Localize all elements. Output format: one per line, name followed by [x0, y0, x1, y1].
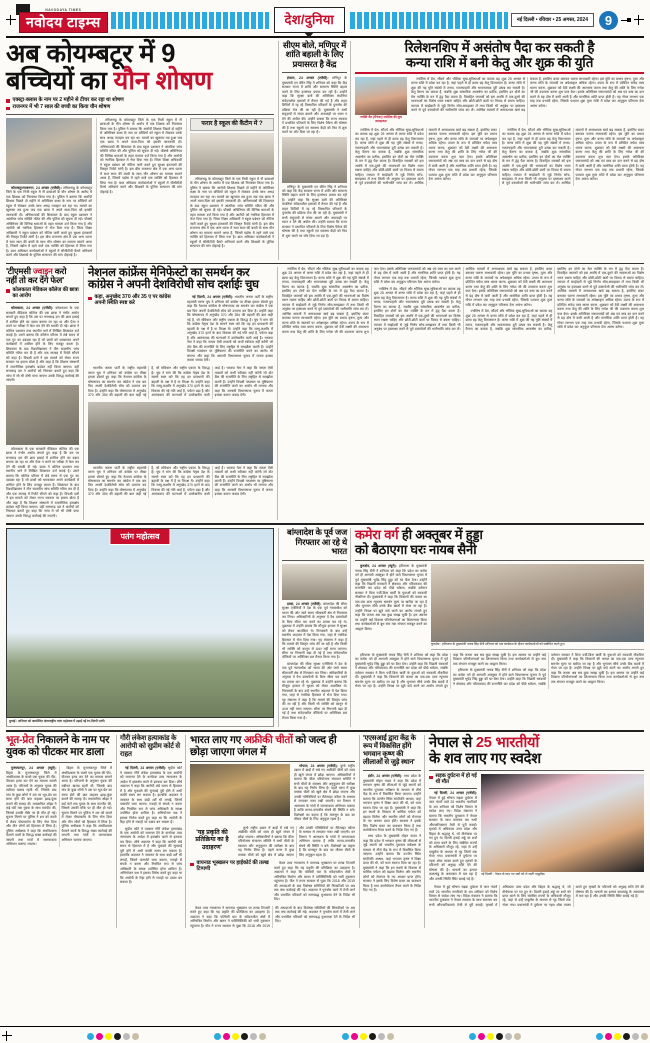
ghost-story — [6, 735, 112, 928]
cmyk-dot — [596, 1033, 603, 1040]
bullet-square-icon — [429, 776, 433, 780]
lead-body-text-3: तमिलनाडु के कोयम्बटूर जिले के एक निजी स्कूल में नौ छात्राओं के यौन शोषण के आरोप में एक शिक्षक को गिरफ्तार किया गया है। पुलिस ने बताया कि आरोपी शिक्षक पिछले दो महीने से अतिरिक्त कक्षा के नाम पर बच्चियों को स्कूल में रोककर उनके साथ अभद्र व्यवहार कर रहा था। मामले का खुलासा तब हुआ जब एक छात्रा ने अपने माता-पिता को इसकी जानकारी दी। अभिभावकों की शिकायत के बाद स्कूल प्रशासन ने आंतरिक जांच समिति गठित की और पुलिस को सूचना दी गई। पॉक्सो अधिनियम की विभिन्न धाराओं के तहत मामला दर्ज किया गया है और आरोपी को न्यायिक हिरासत में भेज दिया गया है। जिला शिक्षा अधिकारी ने स्कूल प्रबंधन को नोटिस जारी करते हुए सुरक्षा इंतजामों की विस्तृत रिपोर्ट मांगी है। इस बीच राजनगर क्षेत्र में एक अन्य घटना में सात साल की बच्ची के साथ यौन शोषण का मामला सामने आया है, जिसमें पड़ोस में रहने वाले एक व्यक्ति को हिरासत में लिया गया है। बाल अधिकार कार्यकर्ताओं ने स्कूलों में सीसीटीवी कैमरे अनिवार्य करने और शिक्षकों के पुलिस सत्यापन की मांग दोहराई है। — [190, 176, 274, 249]
nepal-body-text-2: नेपाल में हुई भीषण सड़क दुर्घटना में जान गंवाने वाले 25 भारतीय नागरिकों के शव शनिवार को विशेष विमान से स्वदेश लाए गए। विदेश मंत्रालय ने बताया कि भारतीय दूतावास ने नेपाल सरकार के साथ समन्वय कर सभी औपचारिकताएं तेजी से पूरी कराईं। मृतकों में अधिकतर उत्तर प्रदेश और बिहार के श्रद्धालु थे, जो तीर्थयात्रा पर गए हुए थे। दिल्ली हवाई अड्डे पर शवों को प्राप्त करने के लिए संबंधित राज्यों के अधिकारी मौजूद रहे, जहां से उन्हें एम्बुलेंस के माध्यम से गृह जिलों तक भेजा गया। प्रधानमंत्री ने दुर्घटना पर गहरा शोक व्यक्त करते हुए मृतकों के परिजनों को अनुग्रह राशि देने की घोषणा की है। घायलों का इलाज काठमांडू के अस्पताल में चल रहा है और उनकी स्थिति स्थिर बताई गई है। — [429, 885, 644, 907]
nepal-bullet-text: सड़क दुर्घटना में हो गई थी मौत — [435, 773, 477, 786]
cmyk-dot — [487, 1033, 494, 1040]
cheetah-body-col — [294, 764, 355, 824]
cmyk-dot — [351, 1033, 358, 1040]
lead-inset-photo — [190, 133, 274, 175]
tmc-body-text-2: कोलकाता के एक सरकारी मेडिकल कॉलेज की एक छात्रा ने गंभीर आरोप लगाते हुए कहा है कि उस पर सत्तारूढ़ दल की छात्र इकाई में शामिल होने का दबाव बनाया जा रहा था और ऐसा न करने पर परीक्षा में फेल कर देने की धमकी दी गई। छात्रा ने कॉलेज प्रशासन तथा स्थानीय थाने में लिखित शिकायत दर्ज कराई है। उसने बताया कि कॉलेज परिसर में लंबे समय से एक गुट का दबदबा रहा है जो छात्रों को धमकाकर अपने कार्यक्रमों में शामिल होने के लिए मजबूर करता है। शिकायत के बाद विश्वविद्यालय ने तीन सदस्यीय जांच समिति गठित कर दी है और एक सप्ताह में रिपोर्ट सौंपने को कहा है। विपक्षी दलों ने इस मामले को लेकर राज्य सरकार पर हमला बोला है और कहा है कि शिक्षण संस्थानों में राजनीतिक हस्तक्षेप बर्दाश्त नहीं किया जाएगा। वहीं सत्तारूढ़ दल ने आरोपों को निराधार बताते हुए कहा कि जांच में जो भी दोषी पाया जाएगा उसके विरुद्ध कार्रवाई की जाएगी। — [6, 446, 79, 518]
lead-body-text: तमिलनाडु के कोयम्बटूर जिले के एक निजी स्कूल में नौ छात्राओं के यौन शोषण के आरोप में एक शिक्षक को गिरफ्तार किया गया है। पुलिस ने बताया कि आरोपी शिक्षक पिछले दो महीने से अतिरिक्त कक्षा के नाम पर बच्चियों को स्कूल में रोककर उनके साथ अभद्र व्यवहार कर रहा था। मामले का खुलासा तब हुआ जब एक छात्रा ने अपने माता-पिता को इसकी जानकारी दी। अभिभावकों की शिकायत के बाद स्कूल प्रशासन ने आंतरिक जांच समिति गठित की और पुलिस को सूचना दी गई। पॉक्सो अधिनियम की विभिन्न धाराओं के तहत मामला दर्ज किया गया है और आरोपी को न्यायिक हिरासत में भेज दिया गया है। जिला शिक्षा अधिकारी ने स्कूल प्रबंधन को नोटिस जारी करते हुए सुरक्षा इंतजामों की विस्तृत रिपोर्ट मांगी है। इस बीच राजनगर क्षेत्र में एक अन्य घटना में सात साल की बच्ची के साथ यौन शोषण का मामला सामने आया है, जिसमें पड़ोस में रहने वाले एक व्यक्ति को हिरासत में लिया गया है। बाल अधिकार कार्यकर्ताओं ने स्कूलों में सीसीटीवी कैमरे अनिवार्य करने और शिक्षकों के पुलिस सत्यापन की मांग दोहराई है। — [6, 185, 93, 258]
tmc-body — [6, 306, 79, 382]
manipur-dateline: इंफाल, 24 अगस्त (एजेंसी): — [287, 76, 329, 81]
cheetah-body-cont — [238, 826, 355, 858]
haryana-body-text: हरियाणा के मुख्यमंत्री नायब सिंह सैनी ने शनिवार को कहा कि प्रदेश का कमेरा वर्ग ही आगामी अक्तूबर में होने वाले विधानसभा चुनाव में पूर्व मुख्यमंत्री भूपेंद्र सिंह हुड्डा को घर बैठा देगा। उन्होंने कहा कि पिछली सरकारों ने क्षेत्रवाद और परिवारवाद की राजनीति कर प्रदेश को पीछे धकेला, जबकि वर्तमान सरकार ने बिना पर्ची-बिना खर्ची के युवाओं को सरकारी नौकरियां दीं। मुख्यमंत्री ने कहा कि किसानों की फसल का एक-एक दाना न्यूनतम समर्थन मूल्य पर खरीदा जा रहा है और भुगतान सीधे उनके बैंक खातों में भेजा जा रहा है। उन्होंने विपक्ष पर झूठे वादे करने का आरोप लगाते हुए कहा कि जनता अब सब कुछ समझ चुकी है। इस अवसर पर उन्होंने कई विकास परियोजनाओं का शिलान्यास किया तथा कार्यकर्ताओं से बूथ स्तर तक संगठन मजबूत करने का आह्वान किया। — [355, 564, 427, 631]
bangladesh-body-text: बांग्लादेश की सीमा सुरक्षा एजेंसियों ने देश के एक पूर्व न्यायाधीश को भारत की ओर जाते समय सीमावर्ती क्षेत्र से गिरफ्तार कर लिया। अधिकारियों के अनुसार वे वैध दस्तावेजों के बिना सीमा पार करने का प्रयास कर रहे थे। पूछताछ में उन्होंने बताया कि मौजूदा हालात में सुरक्षा को लेकर आशंकित थे। गिरफ्तारी के बाद उन्हें स्थानीय अदालत में पेश किया गया, जहां से न्यायिक हिरासत में भेज दिया गया। गृह मंत्रालय ने कहा है कि मामले की विस्तृत जांच की जा रही है और किसी भी व्यक्ति को कानून से ऊपर नहीं माना जाएगा। सीमा पर निगरानी बढ़ा दी गई है तथा संवेदनशील चौकियों पर अतिरिक्त बल तैनात किया गया है। — [282, 601, 347, 660]
decorative-bars-left — [111, 12, 269, 29]
manipur-story — [278, 41, 351, 260]
mid-section-rule — [6, 263, 644, 264]
ghost-headline — [6, 735, 112, 759]
bangladesh-photo — [282, 564, 347, 600]
ghost-body — [6, 766, 112, 847]
nepal-headline-line1 — [429, 735, 644, 751]
lead-body-text-2: तमिलनाडु के कोयम्बटूर जिले के एक निजी स्कूल में नौ छात्राओं के यौन शोषण के आरोप में एक शिक्षक को गिरफ्तार किया गया है। पुलिस ने बताया कि आरोपी शिक्षक पिछले दो महीने से अतिरिक्त कक्षा के नाम पर बच्चियों को स्कूल में रोककर उनके साथ अभद्र व्यवहार कर रहा था। मामले का खुलासा तब हुआ जब एक छात्रा ने अपने माता-पिता को इसकी जानकारी दी। अभिभावकों की शिकायत के बाद स्कूल प्रशासन ने आंतरिक जांच समिति गठित की और पुलिस को सूचना दी गई। पॉक्सो अधिनियम की विभिन्न धाराओं के तहत मामला दर्ज किया गया है और आरोपी को न्यायिक हिरासत में भेज दिया गया है। जिला शिक्षा अधिकारी ने स्कूल प्रबंधन को नोटिस जारी करते हुए सुरक्षा इंतजामों की विस्तृत रिपोर्ट मांगी है। इस बीच राजनगर क्षेत्र में एक अन्य घटना में सात साल की बच्ची के साथ यौन शोषण का मामला सामने आया है, जिसमें पड़ोस में रहने वाले एक व्यक्ति को हिरासत में लिया गया है। बाल अधिकार कार्यकर्ताओं ने स्कूलों में सीसीटीवी कैमरे अनिवार्य करने और शिक्षकों के पुलिस सत्यापन की मांग दोहराई है। — [100, 117, 182, 194]
bullet-square-icon — [6, 99, 10, 103]
cmyk-dot — [378, 1033, 385, 1040]
haryana-dateline: कुरुक्षेत्र, 24 अगस्त (ब्यूरो): — [360, 564, 397, 569]
cheetah-sub-body-cols — [190, 906, 355, 928]
lead-bullets — [6, 98, 274, 111]
astro-body-text-3: ज्योतिष में प्रेम, सौंदर्य और भौतिक सुख-सुविधाओं का कारक ग्रह शुक्र 25 अगस्त से कन्या राशि में प्रवेश कर रहा है, जहां पहले से ही छाया ग्रह केतु विराजमान है। कन्या राशि में शुक्र की यह युति संबंधों में तनाव, गलतफहमी और भावनात्मक दूरी उत्पन्न कर सकती है। केतु वैराग्य का कारक है, जबकि शुक्र सांसारिक आकर्षण का प्रतीक, इसलिए इन दोनों का मेल व्यक्ति के मन में द्वंद्व पैदा करता है। विवाहित जातकों को इस अवधि में एक-दूसरे की भावनाओं का विशेष ध्यान रखना चाहिए और छोटी-छोटी बातों पर विवाद से बचना चाहिए। व्यापार में साझेदारी से जुड़े निर्णय सोच-समझकर लें तथा किसी भी अनुबंध पर हस्ताक्षर करने से पूर्व दस्तावेजों की भलीभांति जांच कर लें। आर्थिक मामलों में अनावश्यक खर्च बढ़ सकता है, इसलिए बजट बनाकर चलना लाभकारी रहेगा। इस युति का प्रभाव वृषभ, तुला और कन्या राशि के जातकों पर अपेक्षाकृत अधिक रहेगा। उपाय के रूप में प्रतिदिन सफेद वस्त्र धारण करना, शुक्रवार को देवी लक्ष्मी की आराधना करना तथा केतु की शांति के लिए गणेश जी की उपासना करना शुभ फल देगा। इसके अतिरिक्त जरूरतमंदों को अन्न एवं वस्त्र का दान करने से ग्रह दोष में कमी आती है और मानसिक शांति प्राप्त होती है। यह गोचर लगभग एक माह तक प्रभावी रहेगा, जिसके पश्चात शुक्र तुला राशि में प्रवेश कर अनुकूल परिणाम देना आरंभ करेगा। — [502, 127, 644, 186]
lead-headline-line1: अब कोयम्बटूर में 9 — [6, 40, 176, 68]
nepal-lede-col — [429, 774, 477, 883]
bullet-square-icon — [6, 107, 10, 111]
cmyk-dot — [259, 1033, 266, 1040]
cheetah-sub-body — [274, 861, 355, 903]
nepal-photo — [481, 774, 644, 872]
cmyk-dot — [469, 1033, 476, 1040]
lead-bullet-1 — [6, 98, 274, 104]
ghost-headline-rest: निकालने के नाम पर युवक को पीटकर मार डाला — [6, 734, 110, 759]
cmyk-row — [0, 1027, 650, 1041]
manipur-headline: सीएम बोले, मणिपुर में शांति बहाली के लिए प्रयासरत है केंद्र — [282, 40, 347, 69]
cmyk-dot — [605, 1033, 612, 1040]
cmyk-dot — [87, 1033, 94, 1040]
bottom-section — [6, 735, 644, 928]
haryana-body-text-3: हरियाणा के मुख्यमंत्री नायब सिंह सैनी ने शनिवार को कहा कि प्रदेश का कमेरा वर्ग ही आगामी अक्तूबर में होने वाले विधानसभा चुनाव में पूर्व मुख्यमंत्री भूपेंद्र सिंह हुड्डा को घर बैठा देगा। उन्होंने कहा कि पिछली सरकारों ने क्षेत्रवाद और परिवारवाद की राजनीति कर प्रदेश को पीछे धकेला, जबकि वर्तमान सरकार ने बिना पर्ची-बिना खर्ची के युवाओं को सरकारी नौकरियां दीं। मुख्यमंत्री ने कहा कि किसानों की फसल का एक-एक दाना न्यूनतम समर्थन मूल्य पर खरीदा जा रहा है और भुगतान सीधे उनके बैंक खातों में भेजा जा रहा है। उन्होंने विपक्ष पर झूठे वादे करने का आरोप लगाते हुए कहा कि जनता अब सब कुछ समझ चुकी है। इस अवसर पर उन्होंने कई विकास परियोजनाओं का शिलान्यास किया तथा कार्यकर्ताओं से बूथ स्तर तक संगठन मजबूत करने का आह्वान किया। — [453, 652, 644, 686]
cheetah-sub-bullet — [190, 861, 270, 873]
cmyk-dot — [614, 1033, 621, 1040]
astro-headline-line1: रिलेशनशिप में असंतोष पैदा कर सकती है — [404, 40, 595, 55]
cmyk-group-4 — [469, 1033, 521, 1040]
cheetah-headline — [190, 735, 355, 758]
ghost-divider — [6, 762, 112, 763]
haryana-headline-line2: को बैठाएगा घरः नायब सैनी — [355, 541, 477, 557]
astro-author-photo — [355, 77, 407, 115]
cmyk-group-1 — [87, 1033, 139, 1040]
manipur-body-text: मणिपुर के मुख्यमंत्री एन बीरेन सिंह ने शनिवार को कहा कि केंद्र सरकार राज्य में शांति और सामान्य स्थिति बहाल करने के लिए हरसंभव प्रयास कर रही है। उन्होंने कहा कि सुरक्षा बलों की अतिरिक्त कंपनियां संवेदनशील इलाकों में तैनात की गई हैं और राहत शिविरों में रह रहे विस्थापित परिवारों के पुनर्वास की प्रक्रिया तेज की जा रही है। मुख्यमंत्री ने सभी समुदायों से संयम बरतने और अफवाहों पर ध्यान न देने की अपील की। उन्होंने बताया कि राज्य सरकार ने प्रभावित परिवारों के लिए विशेष पैकेज की घोषणा की है तथा स्कूलों एवं स्वास्थ्य केंद्रों को फिर से शुरू करने पर जोर दिया जा रहा है। — [282, 76, 347, 135]
cheetah-body-text: कूनो राष्ट्रीय उद्यान में बाड़ों में रखे गए अफ्रीकी चीतों को जल्द ही खुले जंगल में छोड़ा जाएगा। अधिकारियों ने बताया कि चीता परियोजना संचालन समिति ने सभी चीतों के स्वास्थ्य और अनुकूलन की समीक्षा के बाद यह निर्णय लिया है। पहले चरण में कुछ वयस्क चीतों को खुले क्षेत्र में छोड़ा जाएगा और उनकी गतिविधियों पर सैटेलाइट कॉलर के माध्यम से लगातार नजर रखी जाएगी। वन विभाग ने आसपास के गांवों में जागरूकता अभियान चलाया है ताकि मानव-वन्यजीव संघर्ष की स्थिति न बने। विशेषज्ञों का कहना है कि मानसून के बाद का मौसम चीतों के लिए अनुकूल रहता है। — [294, 763, 355, 822]
krishna-body-text-2: मध्य प्रदेश के मुख्यमंत्री मोहन यादव ने कहा कि प्रदेश में भगवान कृष्ण की लीलाओं से जुड़े स्थानों को भारतीय पुरातत्व सर्वेक्षण के माध्यम से तीर्थ केंद्र के रूप में विकसित किया जाएगा। उन्होंने बताया कि उज्जैन स्थित सांदीपनि आश्रम, जहां भगवान कृष्ण ने शिक्षा प्राप्त की थी, को भव्य स्वरूप दिया जा रहा है। मुख्यमंत्री ने कहा कि इन स्थलों के विकास से धार्मिक पर्यटन को बढ़ावा मिलेगा और स्थानीय लोगों को रोजगार के नए अवसर प्राप्त होंगे। सरकार ने इसके लिए विशेष बजट का प्रावधान किया है तथा कार्ययोजना तैयार करने के निर्देश दिए गए हैं। — [363, 834, 421, 893]
cheetah-photo-col — [190, 764, 290, 824]
krishna-body-text: मध्य प्रदेश के मुख्यमंत्री मोहन यादव ने कहा कि प्रदेश में भगवान कृष्ण की लीलाओं से जुड़े स्थानों को भारतीय पुरातत्व सर्वेक्षण के माध्यम से तीर्थ केंद्र के रूप में विकसित किया जाएगा। उन्होंने बताया कि उज्जैन स्थित सांदीपनि आश्रम, जहां भगवान कृष्ण ने शिक्षा प्राप्त की थी, को भव्य स्वरूप दिया जा रहा है। मुख्यमंत्री ने कहा कि इन स्थलों के विकास से धार्मिक पर्यटन को बढ़ावा मिलेगा और स्थानीय लोगों को रोजगार के नए अवसर प्राप्त होंगे। सरकार ने इसके लिए विशेष बजट का प्रावधान किया है तथा कार्ययोजना तैयार करने के निर्देश दिए गए हैं। — [363, 774, 421, 832]
tmc-headline-part1: 'टीएमसी — [6, 265, 33, 276]
cmyk-group-2 — [214, 1033, 266, 1040]
astro-body-text: ज्योतिष में प्रेम, सौंदर्य और भौतिक सुख-सुविधाओं का कारक ग्रह शुक्र 25 अगस्त से कन्या राशि में प्रवेश कर रहा है, जहां पहले से ही छाया ग्रह केतु विराजमान है। कन्या राशि में शुक्र की यह युति संबंधों में तनाव, गलतफहमी और भावनात्मक दूरी उत्पन्न कर सकती है। केतु वैराग्य का कारक है, जबकि शुक्र सांसारिक आकर्षण का प्रतीक, इसलिए इन दोनों का मेल व्यक्ति के मन में द्वंद्व पैदा करता है। विवाहित जातकों को इस अवधि में एक-दूसरे की भावनाओं का विशेष ध्यान रखना चाहिए और छोटी-छोटी बातों पर विवाद से बचना चाहिए। व्यापार में साझेदारी से जुड़े निर्णय सोच-समझकर लें तथा किसी भी अनुबंध पर हस्ताक्षर करने से पूर्व दस्तावेजों की भलीभांति जांच कर लें। आर्थिक मामलों में अनावश्यक खर्च बढ़ सकता है, इसलिए बजट बनाकर चलना लाभकारी रहेगा। इस युति का प्रभाव वृषभ, तुला और कन्या राशि के जातकों पर अपेक्षाकृत अधिक रहेगा। उपाय के रूप में प्रतिदिन सफेद वस्त्र धारण करना, शुक्रवार को देवी लक्ष्मी की आराधना करना तथा केतु की शांति के लिए गणेश जी की उपासना करना शुभ फल देगा। इसके अतिरिक्त जरूरतमंदों को अन्न एवं वस्त्र का दान करने से ग्रह दोष में कमी आती है और मानसिक शांति प्राप्त होती है। यह गोचर लगभग एक माह तक प्रभावी रहेगा, जिसके पश्चात शुक्र तुला राशि में प्रवेश कर अनुकूल परिणाम देना आरंभ करेगा। — [411, 76, 644, 113]
bullet-square-icon — [88, 297, 92, 301]
congress-body-lede — [187, 295, 273, 364]
cheetah-sub-bullet-text: वायनाड भूस्खलन पर हाईकोर्ट की तल्ख टिप्पणी — [196, 860, 269, 873]
lead-divider — [6, 114, 274, 115]
cmyk-dot — [387, 1033, 394, 1040]
decorative-bars-right — [350, 12, 508, 29]
logo-english-text: NAVODAYA TIMES — [45, 7, 82, 12]
haryana-story — [355, 528, 644, 727]
congress-body-text-2: भारतीय जनता पार्टी के राष्ट्रीय महामंत्री तरुण चुघ ने शनिवार को कांग्रेस पर तीखा हमला बोलते हुए कहा कि नेशनल कांफ्रेंस के घोषणापत्र का समर्थन कर कांग्रेस ने एक बार फिर अपनी देशविरोधी सोच को उजागर कर दिया है। उन्होंने कहा कि घोषणापत्र में अनुच्छेद 370 और 35ए की बहाली की बात कही गई है, जो संविधान और राष्ट्रीय एकता के विरुद्ध है। चुघ ने मांग की कि कांग्रेस नेतृत्व देश के सामने स्पष्ट करे कि वह इन प्रावधानों की बहाली के पक्ष में है या विपक्ष में। उन्होंने कहा कि जम्मू-कश्मीर में अनुच्छेद 370 हटने के बाद विकास की नई गति आई है, पर्यटन बढ़ा है और आतंकवाद की घटनाओं में उल्लेखनीय कमी आई है। भाजपा नेता ने कहा कि जनता ऐसी ताकतों को कभी स्वीकार नहीं करेगी जो वोट बैंक की राजनीति के लिए राष्ट्रहित से समझौता करती हैं। उन्होंने विपक्षी गठबंधन पर तुष्टिकरण की राजनीति करने का आरोप भी लगाया और कहा कि आगामी विधानसभा चुनाव में जनता इसका करारा जवाब देगी। — [88, 366, 273, 398]
tmc-story — [6, 267, 79, 521]
haryana-body-col1 — [355, 564, 427, 650]
tmc-bullet-text: कोलकाता मेडिकल कॉलेज की छात्रा का आरोप — [12, 286, 79, 299]
cmyk-dot — [342, 1033, 349, 1040]
cmyk-dot — [478, 1033, 485, 1040]
cmyk-dot — [369, 1033, 376, 1040]
nepal-story — [429, 735, 644, 928]
bangladesh-body-text-2: बांग्लादेश की सीमा सुरक्षा एजेंसियों ने देश के एक पूर्व न्यायाधीश को भारत की ओर जाते समय सीमावर्ती क्षेत्र से गिरफ्तार कर लिया। अधिकारियों के अनुसार वे वैध दस्तावेजों के बिना सीमा पार करने का प्रयास कर रहे थे। पूछताछ में उन्होंने बताया कि मौजूदा हालात में सुरक्षा को लेकर आशंकित थे। गिरफ्तारी के बाद उन्हें स्थानीय अदालत में पेश किया गया, जहां से न्यायिक हिरासत में भेज दिया गया। गृह मंत्रालय ने कहा है कि मामले की विस्तृत जांच की जा रही है और किसी भी व्यक्ति को कानून से ऊपर नहीं माना जाएगा। सीमा पर निगरानी बढ़ा दी गई है तथा संवेदनशील चौकियों पर अतिरिक्त बल तैनात किया गया है। — [282, 661, 347, 720]
court-body — [120, 766, 182, 885]
krishna-body — [363, 774, 421, 893]
kite-caption — [6, 718, 274, 727]
lead-dateline: कोयम्बटूर/राजनगर, 24 अगस्त (एजेंसी)। — [11, 185, 62, 190]
cmyk-dot — [96, 1033, 103, 1040]
tmc-headline — [6, 267, 79, 286]
nepal-headline-red: 25 भारतीयों — [475, 735, 540, 752]
kite-story — [6, 528, 274, 727]
haryana-photo — [431, 564, 644, 642]
cheetah-sub-body-text: केरल उच्च न्यायालय ने वायनाड भूस्खलन पर तल्ख टिप्पणी करते हुए कहा कि यह प्रकृति की प्रतिक्रिया का उदाहरण है। अदालत ने कहा कि पश्चिमी घाट के संवेदनशील क्षेत्रों में अनियंत्रित निर्माण और खनन ने पारिस्थितिकी को भारी नुकसान पहुंचाया है। पीठ ने राज्य सरकार से पूछा कि 2018 और 2019 की आपदाओं के बाद विशेषज्ञ समितियों की सिफारिशों पर अब तक क्या कार्रवाई की गई। अदालत ने पुनर्वास कार्य में तेजी लाने और प्रभावित परिवारों को समयबद्ध मुआवजा देने के निर्देश भी दिए। — [274, 861, 355, 902]
manipur-body-cont — [282, 185, 347, 239]
manipur-photo — [282, 137, 347, 183]
cmyk-dot — [114, 1033, 121, 1040]
astro-author-col — [355, 77, 407, 125]
cmyk-dot — [105, 1033, 112, 1040]
page-number-badge: 9 — [599, 11, 618, 30]
cheetah-headline-part1: भारत लाए गए — [190, 735, 244, 747]
bangladesh-body — [282, 602, 347, 721]
bangladesh-headline: बांग्लादेश के पूर्व जज गिरफ्तार आ रहे थे भारत — [287, 527, 347, 557]
bottom-section-rule — [6, 730, 644, 732]
lead-bullet-1-text: एक्स्ट्रा-क्लास के नाम पर 2 महीने से टीचर कर रहा था शोषण — [12, 96, 124, 103]
cheetah-quote-text: 'यह प्रकृति की प्रतिक्रिया का है उदाहरण' — [195, 828, 229, 851]
nepal-headline-part1: नेपाल से — [429, 735, 476, 752]
cmyk-group-5 — [596, 1033, 648, 1040]
court-divider — [120, 762, 182, 763]
lead-headline-black: बच्चियों का — [6, 66, 114, 95]
cheetah-divider — [190, 761, 355, 762]
congress-bullet — [88, 295, 183, 363]
tmc-body-text: कोलकाता के एक सरकारी मेडिकल कॉलेज की एक छात्रा ने गंभीर आरोप लगाते हुए कहा है कि उस पर सत्तारूढ़ दल की छात्र इकाई में शामिल होने का दबाव बनाया जा रहा था और ऐसा न करने पर परीक्षा में फेल कर देने की धमकी दी गई। छात्रा ने कॉलेज प्रशासन तथा स्थानीय थाने में लिखित शिकायत दर्ज कराई है। उसने बताया कि कॉलेज परिसर में लंबे समय से एक गुट का दबदबा रहा है जो छात्रों को धमकाकर अपने कार्यक्रमों में शामिल होने के लिए मजबूर करता है। शिकायत के बाद विश्वविद्यालय ने तीन सदस्यीय जांच समिति गठित कर दी है और एक सप्ताह में रिपोर्ट सौंपने को कहा है। विपक्षी दलों ने इस मामले को लेकर राज्य सरकार पर हमला बोला है और कहा है कि शिक्षण संस्थानों में राजनीतिक हस्तक्षेप बर्दाश्त नहीं किया जाएगा। वहीं सत्तारूढ़ दल ने आरोपों को निराधार बताते हुए कहा कि जांच में जो भी दोषी पाया जाएगा उसके विरुद्ध कार्रवाई की जाएगी। — [6, 306, 79, 383]
manipur-body-text-2: मणिपुर के मुख्यमंत्री एन बीरेन सिंह ने शनिवार को कहा कि केंद्र सरकार राज्य में शांति और सामान्य स्थिति बहाल करने के लिए हरसंभव प्रयास कर रही है। उन्होंने कहा कि सुरक्षा बलों की अतिरिक्त कंपनियां संवेदनशील इलाकों में तैनात की गई हैं और राहत शिविरों में रह रहे विस्थापित परिवारों के पुनर्वास की प्रक्रिया तेज की जा रही है। मुख्यमंत्री ने सभी समुदायों से संयम बरतने और अफवाहों पर ध्यान न देने की अपील की। उन्होंने बताया कि राज्य सरकार ने प्रभावित परिवारों के लिए विशेष पैकेज की घोषणा की है तथा स्कूलों एवं स्वास्थ्य केंद्रों को फिर से शुरू करने पर जोर दिया जा रहा है। — [282, 184, 347, 238]
nepal-bullet — [429, 774, 477, 786]
congress-story — [83, 267, 278, 521]
nepal-bullet-divider — [429, 788, 477, 789]
lead-photo — [6, 118, 92, 184]
tmc-divider — [6, 302, 79, 303]
cmyk-dot — [123, 1033, 130, 1040]
lead-col3 — [186, 118, 274, 260]
cmyk-dot — [360, 1033, 367, 1040]
cheetah-dateline: भोपाल, 24 अगस्त (एजेंसी): — [299, 763, 338, 768]
court-headline: गौरी लंकेश हत्याकांड के आरोपी को सुप्रीम कोर्ट से राहत — [120, 735, 180, 759]
congress-body-cols — [88, 366, 273, 398]
bullet-square-icon — [190, 863, 194, 867]
congress-bullet-text: कहा, अनुच्छेद 370 और 35 ए पर कांग्रेस अपनी स्थिति स्पष्ट करे — [94, 294, 171, 307]
haryana-body-cols — [355, 653, 644, 689]
ghost-headline-red: भूत-प्रेत — [6, 734, 35, 747]
bullet-square-icon — [6, 289, 10, 293]
astro-body-cols — [355, 128, 644, 186]
crop-mark-icon-right — [634, 15, 644, 25]
haryana-photo-col — [431, 564, 644, 650]
cmyk-dot — [514, 1033, 521, 1040]
lead-body-col2 — [100, 118, 182, 194]
astro-body-text-2: ज्योतिष में प्रेम, सौंदर्य और भौतिक सुख-सुविधाओं का कारक ग्रह शुक्र 25 अगस्त से कन्या राशि में प्रवेश कर रहा है, जहां पहले से ही छाया ग्रह केतु विराजमान है। कन्या राशि में शुक्र की यह युति संबंधों में तनाव, गलतफहमी और भावनात्मक दूरी उत्पन्न कर सकती है। केतु वैराग्य का कारक है, जबकि शुक्र सांसारिक आकर्षण का प्रतीक, इसलिए इन दोनों का मेल व्यक्ति के मन में द्वंद्व पैदा करता है। विवाहित जातकों को इस अवधि में एक-दूसरे की भावनाओं का विशेष ध्यान रखना चाहिए और छोटी-छोटी बातों पर विवाद से बचना चाहिए। व्यापार में साझेदारी से जुड़े निर्णय सोच-समझकर लें तथा किसी भी अनुबंध पर हस्ताक्षर करने से पूर्व दस्तावेजों की भलीभांति जांच कर लें। आर्थिक मामलों में अनावश्यक खर्च बढ़ सकता है, इसलिए बजट बनाकर चलना लाभकारी रहेगा। इस युति का प्रभाव वृषभ, तुला और कन्या राशि के जातकों पर अपेक्षाकृत अधिक रहेगा। उपाय के रूप में प्रतिदिन सफेद वस्त्र धारण करना, शुक्रवार को देवी लक्ष्मी की आराधना करना तथा केतु की शांति के लिए गणेश जी की उपासना करना शुभ फल देगा। इसके अतिरिक्त जरूरतमंदों को अन्न एवं वस्त्र का दान करने से ग्रह दोष में कमी आती है और मानसिक शांति प्राप्त होती है। यह गोचर लगभग एक माह तक प्रभावी रहेगा, जिसके पश्चात शुक्र तुला राशि में प्रवेश कर अनुकूल परिणाम देना आरंभ करेगा। — [355, 127, 497, 186]
nepal-photo-col — [481, 774, 644, 883]
cheetah-sub-body-text-2: केरल उच्च न्यायालय ने वायनाड भूस्खलन पर तल्ख टिप्पणी करते हुए कहा कि यह प्रकृति की प्रतिक्रिया का उदाहरण है। अदालत ने कहा कि पश्चिमी घाट के संवेदनशील क्षेत्रों में अनियंत्रित निर्माण और खनन ने पारिस्थितिकी को भारी नुकसान पहुंचाया है। पीठ ने राज्य सरकार से पूछा कि 2018 और 2019 की आपदाओं के बाद विशेषज्ञ समितियों की सिफारिशों पर अब तक क्या कार्रवाई की गई। अदालत ने पुनर्वास कार्य में तेजी लाने और प्रभावित परिवारों को समयबद्ध मुआवजा देने के निर्देश भी दिए। — [190, 905, 355, 928]
cheetah-quote-col — [190, 826, 234, 858]
astro-cont-cols — [282, 267, 644, 334]
astro-body-top — [411, 77, 644, 125]
tmc-headline-part2: करो नहीं तो कर देंगे फेल' — [6, 265, 67, 286]
congress-headline-line1: नेशनल कांफ्रेंस मेनिफेस्टो का समर्थन कर — [88, 265, 250, 279]
kite-section — [6, 528, 644, 727]
bangladesh-dateline: ढाका, 24 अगस्त (एजेंसी): — [287, 601, 322, 606]
cmyk-dot — [241, 1033, 248, 1040]
ghost-dateline: मुजफ्फरपुर, 24 अगस्त (ब्यूरो): — [11, 766, 57, 771]
nepal-photo-caption: नई दिल्ली : नेपाल से लाए गए शवों को ले जाती एम्बुलेंस। — [481, 872, 546, 877]
tmc-bullet — [6, 288, 79, 300]
tmc-dateline: कोलकाता, 24 अगस्त (एजेंसी): — [11, 306, 54, 311]
nepal-body-lede — [429, 791, 477, 881]
middle-section — [6, 267, 644, 521]
cmyk-dot — [632, 1033, 639, 1040]
masthead-rule — [6, 36, 644, 38]
kite-festival-label: पतंग महोत्सव — [109, 528, 170, 545]
cmyk-dot — [214, 1033, 221, 1040]
lower-section-rule — [6, 523, 644, 525]
astro-cont-text-3: ज्योतिष में प्रेम, सौंदर्य और भौतिक सुख-सुविधाओं का कारक ग्रह शुक्र 25 अगस्त से कन्या राशि में प्रवेश कर रहा है, जहां पहले से ही छाया ग्रह केतु विराजमान है। कन्या राशि में शुक्र की यह युति संबंधों में तनाव, गलतफहमी और भावनात्मक दूरी उत्पन्न कर सकती है। केतु वैराग्य का कारक है, जबकि शुक्र सांसारिक आकर्षण का प्रतीक, इसलिए इन दोनों का मेल व्यक्ति के मन में द्वंद्व पैदा करता है। विवाहित जातकों को इस अवधि में एक-दूसरे की भावनाओं का विशेष ध्यान रखना चाहिए और छोटी-छोटी बातों पर विवाद से बचना चाहिए। व्यापार में साझेदारी से जुड़े निर्णय सोच-समझकर लें तथा किसी भी अनुबंध पर हस्ताक्षर करने से पूर्व दस्तावेजों की भलीभांति जांच कर लें। आर्थिक मामलों में अनावश्यक खर्च बढ़ सकता है, इसलिए बजट बनाकर चलना लाभकारी रहेगा। इस युति का प्रभाव वृषभ, तुला और कन्या राशि के जातकों पर अपेक्षाकृत अधिक रहेगा। उपाय के रूप में प्रतिदिन सफेद वस्त्र धारण करना, शुक्रवार को देवी लक्ष्मी की आराधना करना तथा केतु की शांति के लिए गणेश जी की उपासना करना शुभ फल देगा। इसके अतिरिक्त जरूरतमंदों को अन्न एवं वस्त्र का दान करने से ग्रह दोष में कमी आती है और मानसिक शांति प्राप्त होती है। यह गोचर लगभग एक माह तक प्रभावी रहेगा, जिसके पश्चात शुक्र तुला राशि में प्रवेश कर अनुकूल परिणाम देना आरंभ करेगा। — [465, 266, 644, 332]
cheetah-story — [190, 735, 355, 928]
masthead-dateline: नई दिल्ली • रविवार • 25 अगस्त, 2024 — [511, 13, 594, 27]
cheetah-photo — [190, 764, 290, 816]
congress-photo — [88, 402, 273, 464]
haryana-headline-red: कमेरा वर्ग — [355, 527, 399, 543]
kite-caption-lede: मुम्बई : शनिवार को आयोजित अंतरराष्ट्रीय पतंग महोत्सव में उड़ाई गईं रंग-बिरंगी पतंगें। — [9, 719, 106, 724]
cheetah-headline-part2: को जल्द ही छोड़ा जाएगा जंगल में — [190, 735, 337, 758]
cmyk-dot — [623, 1033, 630, 1040]
haryana-divider — [355, 560, 644, 561]
manipur-divider — [282, 72, 347, 73]
congress-body-text-3: भारतीय जनता पार्टी के राष्ट्रीय महामंत्री तरुण चुघ ने शनिवार को कांग्रेस पर तीखा हमला बोलते हुए कहा कि नेशनल कांफ्रेंस के घोषणापत्र का समर्थन कर कांग्रेस ने एक बार फिर अपनी देशविरोधी सोच को उजागर कर दिया है। उन्होंने कहा कि घोषणापत्र में अनुच्छेद 370 और 35ए की बहाली की बात कही गई है, जो संविधान और राष्ट्रीय एकता के विरुद्ध है। चुघ ने मांग की कि कांग्रेस नेतृत्व देश के सामने स्पष्ट करे कि वह इन प्रावधानों की बहाली के पक्ष में है या विपक्ष में। उन्होंने कहा कि जम्मू-कश्मीर में अनुच्छेद 370 हटने के बाद विकास की नई गति आई है, पर्यटन बढ़ा है और आतंकवाद की घटनाओं में उल्लेखनीय कमी आई है। भाजपा नेता ने कहा कि जनता ऐसी ताकतों को कभी स्वीकार नहीं करेगी जो वोट बैंक की राजनीति के लिए राष्ट्रहित से समझौता करती हैं। उन्होंने विपक्षी गठबंधन पर तुष्टिकरण की राजनीति करने का आरोप भी लगाया और कहा कि आगामी विधानसभा चुनाव में जनता इसका करारा जवाब देगी। — [88, 465, 273, 497]
crop-mark-icon — [6, 15, 16, 25]
lead-headline-line2 — [6, 68, 274, 95]
tmc-photo — [6, 385, 79, 445]
astro-author-caption: ज्योति जैन (मैनेजर) ज्योतिष की शुभ सलाहकार — [360, 114, 402, 123]
nepal-divider — [429, 770, 644, 771]
bangladesh-divider — [282, 560, 347, 561]
ghost-body-text: बिहार के मुजफ्फरपुर जिले में अंधविश्वास के चलते एक युवक की पीट-पीटकर हत्या कर देने का मामला सामने आया है। परिजनों के अनुसार युवक की तबीयत खराब रहती थी, जिसके बाद गांव के कुछ लोगों ने उस पर भूत-प्रेत का साया होने की बात कहकर झाड़-फूंक कराने की सलाह दी। तथाकथित ओझा ने कई घंटों तक युवक के साथ मारपीट की, जिससे उसकी मौके पर ही मौत हो गई। सूचना मिलने पर पुलिस ने शव को कब्जे में लेकर पोस्टमार्टम के लिए भेज दिया और तीन लोगों को हिरासत में लिया है। पुलिस अधीक्षक ने कहा कि अंधविश्वास फैलाने वालों के विरुद्ध सख्त कार्रवाई की जाएगी तथा गांवों में जागरूकता अभियान चलाया जाएगा। — [6, 770, 57, 847]
haryana-headline-line1 — [355, 528, 644, 542]
manipur-body — [282, 76, 347, 134]
page-number-tail — [621, 20, 631, 21]
congress-headline-line2: कांग्रेस ने अपनी देशविरोधी सोच दर्शाईः चुघ — [88, 278, 259, 292]
cmyk-dot — [505, 1033, 512, 1040]
cmyk-dot — [132, 1033, 139, 1040]
lead-photo-col — [6, 118, 92, 260]
congress-body-cols-2 — [88, 466, 273, 498]
astro-red-rule — [355, 72, 644, 74]
bangladesh-story — [278, 528, 351, 727]
cheetah-body-text-2: कूनो राष्ट्रीय उद्यान में बाड़ों में रखे गए अफ्रीकी चीतों को जल्द ही खुले जंगल में छोड़ा जाएगा। अधिकारियों ने बताया कि चीता परियोजना संचालन समिति ने सभी चीतों के स्वास्थ्य और अनुकूलन की समीक्षा के बाद यह निर्णय लिया है। पहले चरण में कुछ वयस्क चीतों को खुले क्षेत्र में छोड़ा जाएगा और उनकी गतिविधियों पर सैटेलाइट कॉलर के माध्यम से लगातार नजर रखी जाएगी। वन विभाग ने आसपास के गांवों में जागरूकता अभियान चलाया है ताकि मानव-वन्यजीव संघर्ष की स्थिति न बने। विशेषज्ञों का कहना है कि मानसून के बाद का मौसम चीतों के लिए अनुकूल रहता है। — [238, 825, 355, 857]
lead-col2 — [96, 118, 182, 260]
congress-dateline: नई दिल्ली, 24 अगस्त (एजेंसी): — [192, 295, 233, 300]
krishna-story — [359, 735, 425, 928]
haryana-body-text-2: हरियाणा के मुख्यमंत्री नायब सिंह सैनी ने शनिवार को कहा कि प्रदेश का कमेरा वर्ग ही आगामी अक्तूबर में होने वाले विधानसभा चुनाव में पूर्व मुख्यमंत्री भूपेंद्र सिंह हुड्डा को घर बैठा देगा। उन्होंने कहा कि पिछली सरकारों ने क्षेत्रवाद और परिवारवाद की राजनीति कर प्रदेश को पीछे धकेला, जबकि वर्तमान सरकार ने बिना पर्ची-बिना खर्ची के युवाओं को सरकारी नौकरियां दीं। मुख्यमंत्री ने कहा कि किसानों की फसल का एक-एक दाना न्यूनतम समर्थन मूल्य पर खरीदा जा रहा है और भुगतान सीधे उनके बैंक खातों में भेजा जा रहा है। उन्होंने विपक्ष पर झूठे वादे करने का आरोप लगाते हुए कहा कि जनता अब सब कुछ समझ चुकी है। इस अवसर पर उन्होंने कई विकास परियोजनाओं का शिलान्यास किया तथा कार्यकर्ताओं से बूथ स्तर तक संगठन मजबूत करने का आह्वान किया। — [355, 652, 546, 689]
registration-strip — [0, 1026, 650, 1041]
lead-story — [6, 41, 274, 260]
lead-inset-headline: फरार है स्कूल की कैंटीन में ? — [190, 118, 274, 131]
court-dateline: नई दिल्ली, 24 अगस्त (एजेंसी): — [125, 766, 167, 771]
court-body-text-2: सुप्रीम कोर्ट ने पत्रकार गौरी लंकेश हत्याकांड के एक आरोपी को जमानत देने के कर्नाटक उच्च न्यायालय के आदेश में हस्तक्षेप करने से इनकार कर दिया। शीर्ष अदालत ने कहा कि आरोपी लंबे समय से हिरासत में है और मुकदमे की सुनवाई पूरी होने में अभी काफी समय लग सकता है। हालांकि अदालत ने जमानत के साथ कड़ी शर्तें भी लगाईं, जिनमें पासपोर्ट जमा कराना, गवाहों से संपर्क न करना और नियमित रूप से जांच अधिकारी के समक्ष उपस्थित होना शामिल है। अभियोजन पक्ष ने इसका विरोध करते हुए कहा था कि आरोपी के रिहा होने से गवाहों पर दबाव बन सकता है। — [120, 826, 182, 885]
cmyk-dot — [232, 1033, 239, 1040]
nepal-headline-line2: के शव लाए गए स्वदेश — [429, 751, 541, 768]
astro-cont-text-2: ज्योतिष में प्रेम, सौंदर्य और भौतिक सुख-सुविधाओं का कारक ग्रह शुक्र 25 अगस्त से कन्या राशि में प्रवेश कर रहा है, जहां पहले से ही छाया ग्रह केतु विराजमान है। कन्या राशि में शुक्र की यह युति संबंधों में तनाव, गलतफहमी और भावनात्मक दूरी उत्पन्न कर सकती है। केतु वैराग्य का कारक है, जबकि शुक्र सांसारिक आकर्षण का प्रतीक, इसलिए इन दोनों का मेल व्यक्ति के मन में द्वंद्व पैदा करता है। विवाहित जातकों को इस अवधि में एक-दूसरे की भावनाओं का विशेष ध्यान रखना चाहिए और छोटी-छोटी बातों पर विवाद से बचना चाहिए। व्यापार में साझेदारी से जुड़े निर्णय सोच-समझकर लें तथा किसी भी अनुबंध पर हस्ताक्षर करने से पूर्व दस्तावेजों की भलीभांति जांच कर लें। आर्थिक मामलों में अनावश्यक खर्च बढ़ सकता है, इसलिए बजट बनाकर चलना लाभकारी रहेगा। इस युति का प्रभाव वृषभ, तुला और कन्या राशि के जातकों पर अपेक्षाकृत अधिक रहेगा। उपाय के रूप में प्रतिदिन सफेद वस्त्र धारण करना, शुक्रवार को देवी लक्ष्मी की आराधना करना तथा केतु की शांति के लिए गणेश जी की उपासना करना शुभ फल देगा। इसके अतिरिक्त जरूरतमंदों को अन्न एवं वस्त्र का दान करने से ग्रह दोष में कमी आती है और मानसिक शांति प्राप्त होती है। यह गोचर लगभग एक माह तक प्रभावी रहेगा, जिसके पश्चात शुक्र तुला राशि में प्रवेश कर अनुकूल परिणाम देना आरंभ करेगा। — [373, 266, 553, 332]
cmyk-dot — [250, 1033, 257, 1040]
crop-mark-bottom-left — [2, 1031, 12, 1041]
nepal-body-cols — [429, 885, 644, 907]
masthead — [6, 0, 644, 34]
court-story — [116, 735, 186, 928]
lead-body-col1 — [6, 186, 92, 258]
section-tag[interactable] — [274, 7, 346, 33]
lead-headline-red: यौन शोषण — [113, 66, 213, 95]
cmyk-group-3 — [342, 1033, 394, 1040]
cmyk-dot — [223, 1033, 230, 1040]
newspaper-logo[interactable] — [19, 8, 108, 33]
cmyk-dot — [496, 1033, 503, 1040]
tmc-headline-red: ज्वाइन — [32, 265, 53, 276]
krishna-dateline: इंदौर, 24 अगस्त (एजेंसी): — [368, 774, 403, 779]
tmc-body-cont — [6, 447, 79, 519]
lead-bullet-2-text: राजनगर में भी 7 साल की बच्ची का किया यौन शोषण — [12, 104, 111, 110]
congress-body-text: भारतीय जनता पार्टी के राष्ट्रीय महामंत्री तरुण चुघ ने शनिवार को कांग्रेस पर तीखा हमला बोलते हुए कहा कि नेशनल कांफ्रेंस के घोषणापत्र का समर्थन कर कांग्रेस ने एक बार फिर अपनी देशविरोधी सोच को उजागर कर दिया है। उन्होंने कहा कि घोषणापत्र में अनुच्छेद 370 और 35ए की बहाली की बात कही गई है, जो संविधान और राष्ट्रीय एकता के विरुद्ध है। चुघ ने मांग की कि कांग्रेस नेतृत्व देश के सामने स्पष्ट करे कि वह इन प्रावधानों की बहाली के पक्ष में है या विपक्ष में। उन्होंने कहा कि जम्मू-कश्मीर में अनुच्छेद 370 हटने के बाद विकास की नई गति आई है, पर्यटन बढ़ा है और आतंकवाद की घटनाओं में उल्लेखनीय कमी आई है। भाजपा नेता ने कहा कि जनता ऐसी ताकतों को कभी स्वीकार नहीं करेगी जो वोट बैंक की राजनीति के लिए राष्ट्रहित से समझौता करती हैं। उन्होंने विपक्षी गठबंधन पर तुष्टिकरण की राजनीति करने का आरोप भी लगाया और कहा कि आगामी विधानसभा चुनाव में जनता इसका करारा जवाब देगी। — [187, 295, 274, 362]
nepal-dateline: नई दिल्ली, 24 अगस्त (एजेंसी): — [434, 791, 477, 796]
haryana-headline-rest: ही अक्तूबर में हुड्डा — [398, 527, 483, 543]
cmyk-dot — [641, 1033, 648, 1040]
cheetah-sub-block — [190, 861, 270, 903]
lead-body-col3 — [190, 177, 274, 249]
kite-photo — [6, 528, 274, 718]
haryana-photo-caption: कुरुक्षेत्र : हरियाणा के मुख्यमंत्री नायब सिंह सैनी शनिवार को एक कार्यक्रम के दौरान कार्यकर्ताओं को संबोधित करते हुए। — [431, 642, 644, 650]
krishna-headline: 'एएसआई द्वारा केंद्र के रूप में विकसित होंगे भगवान कृष्ण की लीलाओं से जुड़े स्थान' — [363, 735, 416, 767]
top-section — [6, 41, 644, 260]
krishna-divider — [363, 770, 421, 771]
astrology-story — [355, 41, 644, 260]
section-tag-label: देश/दुनिया — [284, 12, 335, 27]
astro-continuation — [282, 267, 644, 521]
ghost-body-text-2: बिहार के मुजफ्फरपुर जिले में अंधविश्वास के चलते एक युवक की पीट-पीटकर हत्या कर देने का मामला सामने आया है। परिजनों के अनुसार युवक की तबीयत खराब रहती थी, जिसके बाद गांव के कुछ लोगों ने उस पर भूत-प्रेत का साया होने की बात कहकर झाड़-फूंक कराने की सलाह दी। तथाकथित ओझा ने कई घंटों तक युवक के साथ मारपीट की, जिससे उसकी मौके पर ही मौत हो गई। सूचना मिलने पर पुलिस ने शव को कब्जे में लेकर पोस्टमार्टम के लिए भेज दिया और तीन लोगों को हिरासत में लिया है। पुलिस अधीक्षक ने कहा कि अंधविश्वास फैलाने वालों के विरुद्ध सख्त कार्रवाई की जाएगी तथा गांवों में जागरूकता अभियान चलाया जाएगा। — [61, 766, 112, 842]
court-body-text: सुप्रीम कोर्ट ने पत्रकार गौरी लंकेश हत्याकांड के एक आरोपी को जमानत देने के कर्नाटक उच्च न्यायालय के आदेश में हस्तक्षेप करने से इनकार कर दिया। शीर्ष अदालत ने कहा कि आरोपी लंबे समय से हिरासत में है और मुकदमे की सुनवाई पूरी होने में अभी काफी समय लग सकता है। हालांकि अदालत ने जमानत के साथ कड़ी शर्तें भी लगाईं, जिनमें पासपोर्ट जमा कराना, गवाहों से संपर्क न करना और नियमित रूप से जांच अधिकारी के समक्ष उपस्थित होना शामिल है। अभियोजन पक्ष ने इसका विरोध करते हुए कहा था कि आरोपी के रिहा होने से गवाहों पर दबाव बन सकता है। — [120, 766, 183, 825]
nepal-body-text: नेपाल में हुई भीषण सड़क दुर्घटना में जान गंवाने वाले 25 भारतीय नागरिकों के शव शनिवार को विशेष विमान से स्वदेश लाए गए। विदेश मंत्रालय ने बताया कि भारतीय दूतावास ने नेपाल सरकार के साथ समन्वय कर सभी औपचारिकताएं तेजी से पूरी कराईं। मृतकों में अधिकतर उत्तर प्रदेश और बिहार के श्रद्धालु थे, जो तीर्थयात्रा पर गए हुए थे। दिल्ली हवाई अड्डे पर शवों को प्राप्त करने के लिए संबंधित राज्यों के अधिकारी मौजूद रहे, जहां से उन्हें एम्बुलेंस के माध्यम से गृह जिलों तक भेजा गया। प्रधानमंत्री ने दुर्घटना पर गहरा शोक व्यक्त करते हुए मृतकों के परिजनों को अनुग्रह राशि देने की घोषणा की है। घायलों का इलाज काठमांडू के अस्पताल में चल रहा है और उनकी स्थिति स्थिर बताई गई है। — [429, 795, 477, 881]
cheetah-headline-red: अफ्रीकी चीतों — [243, 735, 293, 747]
lead-bullet-2 — [6, 105, 274, 111]
logo-hindi-text: नवोदय टाइम्स — [19, 12, 108, 33]
astro-headline-line2: कन्या राशि में बनी केतु और शुक्र की युति — [405, 54, 594, 70]
astro-cont-text-1: ज्योतिष में प्रेम, सौंदर्य और भौतिक सुख-सुविधाओं का कारक ग्रह शुक्र 25 अगस्त से कन्या राशि में प्रवेश कर रहा है, जहां पहले से ही छाया ग्रह केतु विराजमान है। कन्या राशि में शुक्र की यह युति संबंधों में तनाव, गलतफहमी और भावनात्मक दूरी उत्पन्न कर सकती है। केतु वैराग्य का कारक है, जबकि शुक्र सांसारिक आकर्षण का प्रतीक, इसलिए इन दोनों का मेल व्यक्ति के मन में द्वंद्व पैदा करता है। विवाहित जातकों को इस अवधि में एक-दूसरे की भावनाओं का विशेष ध्यान रखना चाहिए और छोटी-छोटी बातों पर विवाद से बचना चाहिए। व्यापार में साझेदारी से जुड़े निर्णय सोच-समझकर लें तथा किसी भी अनुबंध पर हस्ताक्षर करने से पूर्व दस्तावेजों की भलीभांति जांच कर लें। आर्थिक मामलों में अनावश्यक खर्च बढ़ सकता है, इसलिए बजट बनाकर चलना लाभकारी रहेगा। इस युति का प्रभाव वृषभ, तुला और कन्या राशि के जातकों पर अपेक्षाकृत अधिक रहेगा। उपाय के रूप में प्रतिदिन सफेद वस्त्र धारण करना, शुक्रवार को देवी लक्ष्मी की आराधना करना तथा केतु की शांति के लिए गणेश जी की उपासना करना शुभ फल देगा। इसके अतिरिक्त जरूरतमंदों को अन्न एवं वस्त्र का दान करने से ग्रह दोष में कमी आती है और मानसिक शांति प्राप्त होती है। यह गोचर लगभग एक माह तक प्रभावी रहेगा, जिसके पश्चात शुक्र तुला राशि में प्रवेश कर अनुकूल परिणाम देना आरंभ करेगा। — [282, 266, 461, 334]
cheetah-quote-box — [190, 826, 234, 854]
